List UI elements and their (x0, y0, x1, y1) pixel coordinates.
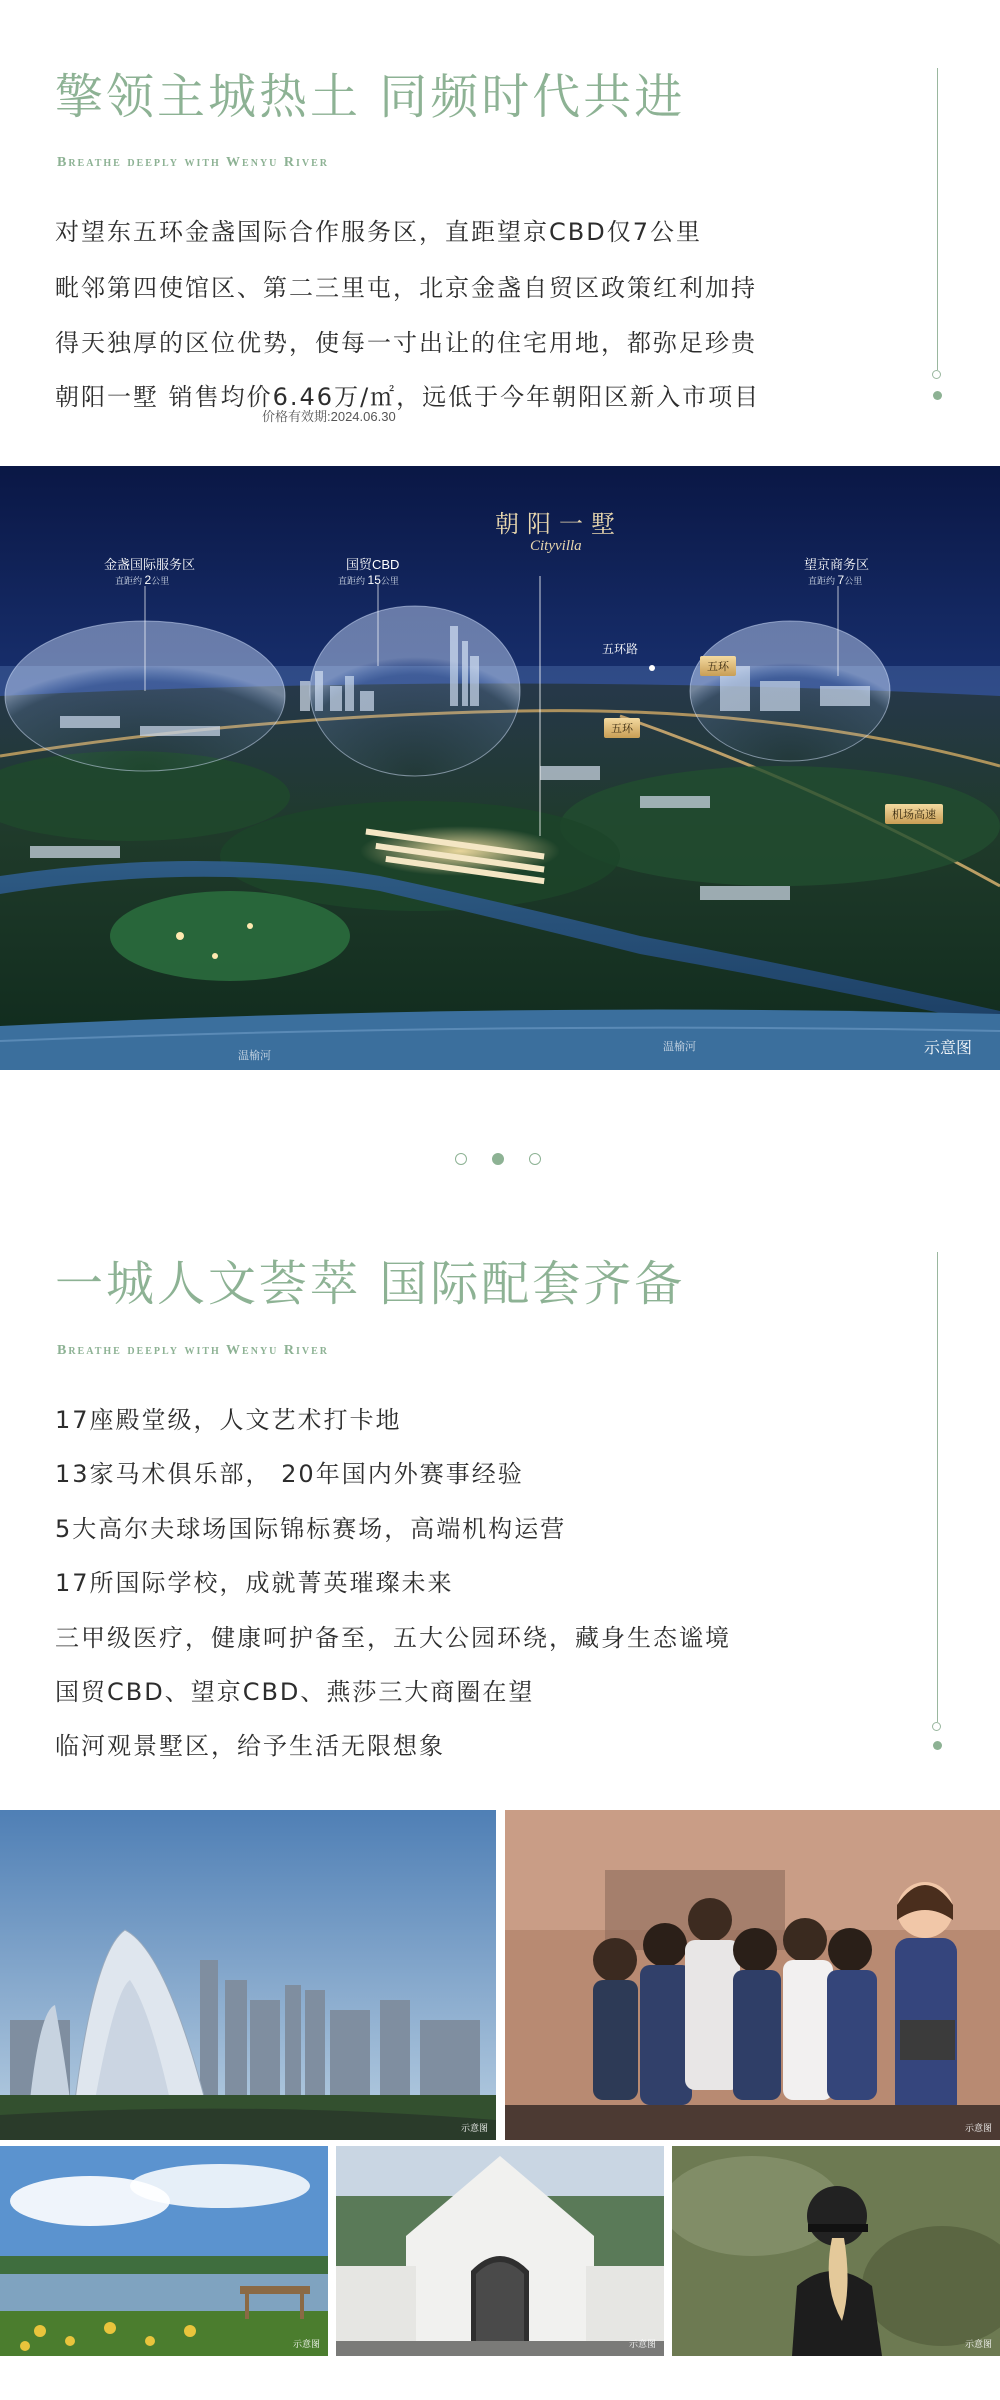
poi-distance-wangjing: 直距约 7公里 (808, 573, 863, 587)
photo-international-school (505, 1810, 1000, 2140)
section1-line-1: 对望东五环金盏国际合作服务区，直距望京CBD仅7公里 (55, 218, 702, 246)
section2-divider-line (937, 1252, 938, 1722)
poi-label-wangjing: 望京商务区 (804, 557, 870, 572)
section1-line-3: 得天独厚的区位优势，使每一寸出让的住宅用地，都弥足珍贵 (55, 329, 757, 357)
photo-gallery-caption: 示意图 (628, 2340, 656, 2350)
photo-skyline-caption: 示意图 (460, 2124, 488, 2134)
section1-subtitle: Breathe deeply with Wenyu River (57, 155, 330, 170)
carousel-pagination (455, 1153, 541, 1165)
tag-5th-ring-2: 五环 (604, 718, 640, 738)
section2-line-5: 三甲级医疗，健康呵护备至，五大公园环绕，藏身生态谧境 (55, 1624, 731, 1652)
photo-equestrian (672, 2146, 1000, 2356)
photo-art-gallery (336, 2146, 664, 2356)
poi-distance-guomao-cbd: 直距约 15公里 (338, 573, 399, 587)
photo-school-caption: 示意图 (964, 2124, 992, 2134)
project-brand-sub: Cityvilla (530, 538, 582, 554)
road-label-5th-ring: 五环路 (602, 642, 639, 656)
section2-divider-dot (933, 1741, 942, 1750)
poi-distance-jinzhan: 直距约 2公里 (115, 573, 170, 587)
river-label-right: 温榆河 (663, 1040, 696, 1053)
pagination-dot-1[interactable] (455, 1153, 467, 1165)
pagination-dot-2-active[interactable] (492, 1153, 504, 1165)
section1-line-2: 毗邻第四使馆区、第二三里屯，北京金盏自贸区政策红利加持 (55, 274, 757, 302)
section2-line-6: 国贸CBD、望京CBD、燕莎三大商圈在望 (55, 1678, 535, 1706)
section2-divider-ring (932, 1722, 941, 1731)
section2-line-2: 13家马术俱乐部， 20年国内外赛事经验 (55, 1460, 524, 1488)
poi-label-guomao-cbd: 国贸CBD (346, 557, 400, 572)
section2-line-4: 17所国际学校，成就菁英璀璨未来 (55, 1569, 454, 1597)
photo-city-skyline (0, 1810, 496, 2140)
price-validity-note: 价格有效期:2024.06.30 (262, 409, 396, 424)
section2-line-7: 临河观景墅区，给予生活无限想象 (55, 1732, 445, 1760)
poi-label-jinzhan: 金盏国际服务区 (104, 557, 196, 572)
photo-equestrian-caption: 示意图 (964, 2340, 992, 2350)
section1-title: 擎领主城热土 同频时代共进 (55, 69, 686, 125)
pagination-dot-3[interactable] (529, 1153, 541, 1165)
photo-lake-caption: 示意图 (292, 2340, 320, 2350)
aerial-location-map (0, 466, 1000, 1070)
section1-divider-line (937, 68, 938, 370)
section1-divider-dot (933, 391, 942, 400)
aerial-caption: 示意图 (923, 1038, 972, 1057)
section1-divider-ring (932, 370, 941, 379)
tag-5th-ring-1: 五环 (700, 656, 736, 676)
section2-subtitle: Breathe deeply with Wenyu River (57, 1343, 330, 1358)
river-label-left: 温榆河 (238, 1049, 271, 1062)
section2-line-3: 5大高尔夫球场国际锦标赛场，高端机构运营 (55, 1515, 567, 1543)
section2-line-1: 17座殿堂级，人文艺术打卡地 (55, 1406, 402, 1434)
tag-airport-expressway: 机场高速 (885, 804, 943, 824)
section2-title: 一城人文荟萃 国际配套齐备 (55, 1256, 686, 1312)
section1-line-4: 朝阳一墅 销售均价6.46万/㎡，远低于今年朝阳区新入市项目 (55, 383, 761, 411)
project-brand-name: 朝阳一墅 (495, 510, 623, 538)
photo-lake-park (0, 2146, 328, 2356)
